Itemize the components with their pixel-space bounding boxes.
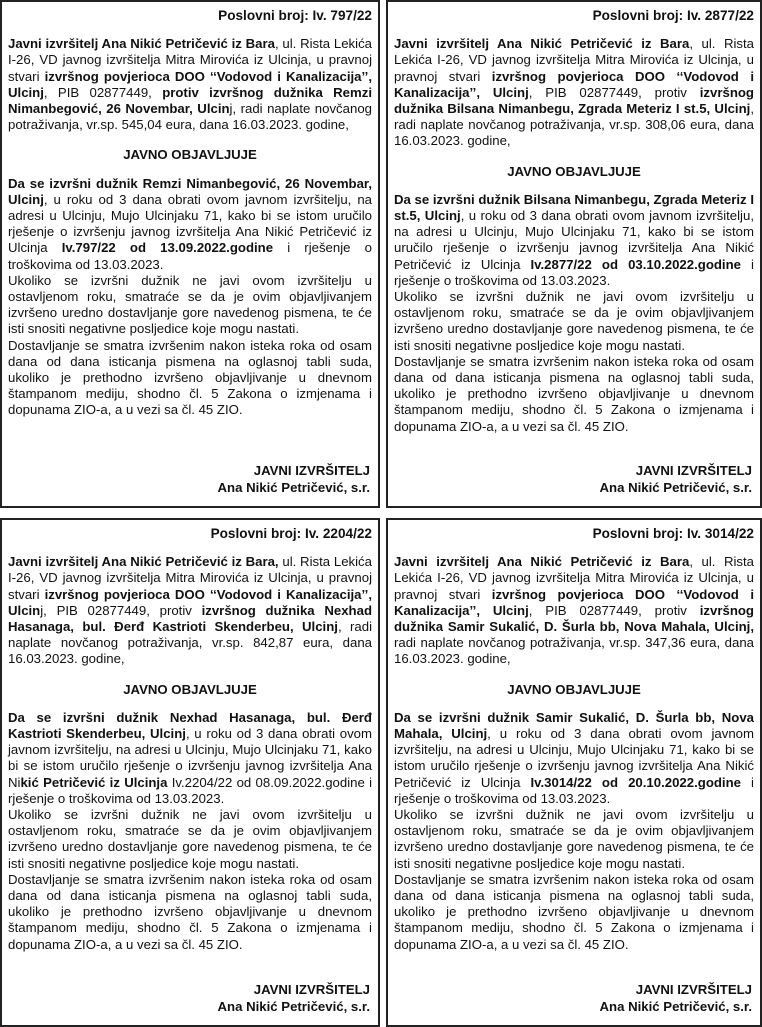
bold-text-run: Iv.2877/22 od 03.10.2022.godine — [530, 256, 741, 272]
bold-text-run: izvršnog povjerioca DOO ‘‘Vodovod i Kanalizacija’’, Ulcinj — [394, 68, 755, 100]
case-number: Poslovni broj: Iv. 797/22 — [218, 8, 372, 23]
bold-text-run: Iv.797/22 od 13.09.2022.godine — [61, 240, 274, 256]
notice-paragraph: Ukoliko se izvršni dužnik ne javi ovom izvršitelju u ostavljenom roku, smatraće se da je ovim objavljivanjem izvršeno uredno dostavljanje gore navedenog pismena, te će isti snositi negativne posljedice koje mogu nastati. — [394, 289, 754, 353]
notice-intro — [394, 36, 754, 149]
text-run: , radi naplate novčanog potraživanja, vr.sp. 308,06 eura, dana 16.03.2023. godine, — [394, 101, 754, 149]
text-run: , PIB 02877449, — [43, 84, 163, 100]
text-run: j, PIB 02877449, protiv — [40, 602, 202, 618]
text-run: ul. Rista Lekića I-26, VD javnog izvršitelja Mitra Mirovića iz Ulcinja, u pravnoj stvari — [8, 554, 372, 602]
notice-paragraph: Dostavljanje se smatra izvršenim nakon isteka roka od osam dana od dana isticanja pismena na oglasnoj tabli suda, ukoliko je prethodno izvršeno objavljivanje u dnevnom štampanom mediju, shodno čl. 5 Zakona o izmjenama i dopunama ZIO-a, a u vezi sa čl. 45 ZIO. — [8, 871, 372, 952]
signature-block — [600, 462, 752, 496]
bold-text-run: izvršnog dužnika Samir Sukalić, D. Šurla bb, Nova Mahala, Ulcinj, — [394, 602, 754, 635]
bold-text-run: Da se izvršni dužnik Bilsana Nimanbegu, Zgrada Meteriz I st.5, Ulcinj — [394, 191, 754, 224]
notice-heading: JAVNO OBJAVLJUJE — [123, 147, 257, 163]
notice-heading: JAVNO OBJAVLJUJE — [507, 681, 641, 697]
case-number: Poslovni broj: Iv. 2204/22 — [210, 526, 372, 541]
text-run: , u roku od 3 dana obrati ovom javnom izvršitelju, na adresi u Ulcinju, Mujo Ulcinjaku 71, kako bi se istom uručilo rješenje o izvršenju javnog izvršitelja Ana Nikić Petričević iz Ulcinja — [394, 726, 754, 790]
text-run: , u roku od 3 dana obrati ovom javnom izvršitelju, na adresi u Ulcinju, Mujo Ulcinjaku 71, kako bi se istom uručilo rješenje o izvršenju javnog izvršitelja Ana Nikić Petričević iz Ulcinja — [8, 191, 372, 256]
text-run: radi naplate novčanog potraživanja, vr.sp. 347,36 eura, dana 16.03.2023. godine, — [394, 635, 754, 667]
text-run: i rješenje o troškovima od 13.03.2023. — [394, 256, 754, 288]
text-run: , PIB 02877449, protiv — [528, 602, 700, 618]
signature-title: JAVNI IZVRŠITELJ — [635, 982, 752, 997]
notice-paragraph: Ukoliko se izvršni dužnik ne javi ovom izvršitelju u ostavljenom roku, smatraće se da je ovim objavljivanjem izvršeno uredno dostavljanje gore navedenog pismena, te će isti snositi negativne posljedice koje mogu nastati. — [394, 807, 754, 871]
bold-text-run: izvršnog povjerioca DOO ‘‘Vodovod i Kanalizacija’’, Ulcinj — [394, 586, 755, 618]
text-run: , ul. Rista Lekića I-26, VD javnog izvršitelja Mitra Mirovića iz Ulcinja, u pravnoj stvari — [394, 554, 755, 602]
text-run: , u roku od 3 dana obrati ovom javnom izvršitelju, na adresi u Ulcinju, Mujo Ulcinjaku 71, kako bi se istom uručilo rješenje o izvršenju javnog izvršitelja Ana Nikić Petričević iz Ulcinja — [394, 208, 754, 272]
bold-text-run: Iv.3014/22 od 20.10.2022.godine — [530, 774, 741, 790]
notice-paragraph: Dostavljanje se smatra izvršenim nakon isteka roka od osam dana od dana isticanja pismena na oglasnoj tabli suda, ukoliko je prethodno izvršeno objavljivanje u dnevnom štampanom mediju, shodno čl. 5 Zakona o izmjenama i dopunama ZIO-a, a u vezi sa čl. 45 ZIO. — [394, 353, 754, 434]
text-run: i rješenje o troškovima od 13.03.2023. — [394, 774, 754, 806]
signature-title: JAVNI IZVRŠITELJ — [253, 982, 370, 997]
notice-iv-797-22 — [0, 0, 380, 508]
notice-iv-2204-22 — [0, 518, 380, 1027]
text-run: j, radi naplate novčanog potraživanja, vr.sp. 545,04 eura, dana 16.03.2023. godine, — [8, 101, 372, 133]
notice-paragraph: Dostavljanje se smatra izvršenim nakon isteka roka od osam dana od dana isticanja pismena na oglasnoj tabli suda, ukoliko je prethodno izvršeno objavljivanje u dnevnom štampanom mediju, shodno čl. 5 Zakona o izmjenama i dopunama ZIO-a, a u vezi sa čl. 45 ZIO. — [8, 337, 372, 418]
case-number: Poslovni broj: Iv. 3014/22 — [592, 526, 754, 541]
bold-text-run: izvršnog dužnika Bilsana Nimanbegu, Zgrada Meteriz I st.5, Ulcinj — [394, 84, 754, 117]
notice-intro — [394, 554, 754, 667]
signature-block — [218, 462, 370, 496]
bold-text-run: izvršnog povjerioca DOO ‘‘Vodovod i Kanalizacija’’, Ulcin — [8, 586, 372, 618]
notice-heading: JAVNO OBJAVLJUJE — [507, 163, 641, 179]
notice-intro — [8, 554, 372, 667]
notice-body — [394, 710, 754, 807]
notice-paragraph: Dostavljanje se smatra izvršenim nakon isteka roka od osam dana od dana isticanja pismena na oglasnoj tabli suda, ukoliko je prethodno izvršeno objavljivanje u dnevnom štampanom mediju, shodno čl. 5 Zakona o izmjenama i dopunama ZIO-a, a u vezi sa čl. 45 ZIO. — [394, 871, 754, 952]
notice-body — [8, 176, 372, 273]
signature-block — [600, 981, 752, 1015]
notice-iv-3014-22 — [386, 518, 762, 1027]
notice-body — [394, 192, 754, 289]
bold-text-run: izvršnog dužnika Nexhad Hasanaga, bul. Đerđ Kastrioti Skenderbeu, Ulcinj — [8, 602, 372, 635]
bold-text-run: Javni izvršitelj Ana Nikić Petričević iz Bara, — [8, 554, 279, 570]
signature-name: Ana Nikić Petričević, s.r. — [217, 999, 370, 1014]
text-run: i rješenje o troškovima od 13.03.2023. — [8, 240, 372, 272]
bold-text-run: Javni izvršitelj Ana Nikić Petričević iz Bara — [8, 36, 275, 52]
case-number: Poslovni broj: Iv. 2877/22 — [592, 8, 754, 23]
bold-text-run: izvršnog povjerioca DOO ‘‘Vodovod i Kanalizacija’’, Ulcinj — [8, 68, 372, 100]
notice-paragraph: Ukoliko se izvršni dužnik ne javi ovom izvršitelju u ostavljenom roku, smatraće se da je ovim objavljivanjem izvršeno uredno dostavljanje gore navedenog pismena, te će isti snositi negativne posljedice koje mogu nastati. — [8, 807, 372, 871]
text-run: , radi naplate novčanog potraživanja, vr.sp. 842,87 eura, dana 16.03.2023. godine, — [8, 619, 372, 667]
signature-name: Ana Nikić Petričević, s.r. — [599, 999, 752, 1014]
notice-intro — [8, 36, 372, 133]
bold-text-run: protiv izvršnog dužnika Remzi Nimanbegović, 26 Novembar, Ulcin — [8, 84, 372, 117]
bold-text-run: Javni izvršitelj Ana Nikić Petričević iz Bara — [394, 36, 690, 52]
bold-text-run: Da se izvršni dužnik Remzi Nimanbegović, 26 Novembar, Ulcinj — [8, 175, 372, 207]
signature-name: Ana Nikić Petričević, s.r. — [599, 480, 752, 495]
notice-paragraph: Ukoliko se izvršni dužnik ne javi ovom izvršitelju u ostavljenom roku, smatraće se da je ovim objavljivanjem izvršeno uredno dostavljanje gore navedenog pismena, te će isti snositi negativne posljedice koje mogu nastati. — [8, 272, 372, 337]
signature-name: Ana Nikić Petričević, s.r. — [217, 480, 370, 495]
bold-text-run: Javni izvršitelj Ana Nikić Petričević iz Bara — [394, 554, 690, 570]
text-run: , ul. Rista Lekića I-26, VD javnog izvršitelja Mitra Mirovića iz Ulcinja, u pravnoj stvari — [8, 36, 373, 84]
notice-body — [8, 710, 372, 807]
bold-text-run: Da se izvršni dužnik Nexhad Hasanaga, bul. Đerđ Kastrioti Skenderbeu, Ulcinj — [8, 709, 372, 742]
signature-title: JAVNI IZVRŠITELJ — [635, 463, 752, 478]
notice-iv-2877-22 — [386, 0, 762, 508]
notice-heading: JAVNO OBJAVLJUJE — [123, 681, 257, 697]
signature-title: JAVNI IZVRŠITELJ — [253, 463, 370, 478]
text-run: Iv.2204/22 od 08.09.2022.godine i rješenje o troškovima od 13.03.2023. — [8, 774, 372, 806]
signature-block — [218, 981, 370, 1015]
bold-text-run: kić Petričević iz Ulcinja — [20, 774, 168, 790]
text-run: , PIB 02877449, protiv — [528, 84, 700, 100]
text-run: , ul. Rista Lekića I-26, VD javnog izvršitelja Mitra Mirovića iz Ulcinja, u pravnoj stvari — [394, 36, 755, 84]
text-run: , u roku od 3 dana obrati ovom javnom izvršitelju, na adresi u Ulcinju, Mujo Ulcinjaku 71, kako bi se istom uručilo rješenje o izvršenju javnog izvršitelja Ana Ni — [8, 726, 373, 790]
bold-text-run: Da se izvršni dužnik Samir Sukalić, D. Šurla bb, Nova Mahala, Ulcinj — [394, 709, 754, 742]
